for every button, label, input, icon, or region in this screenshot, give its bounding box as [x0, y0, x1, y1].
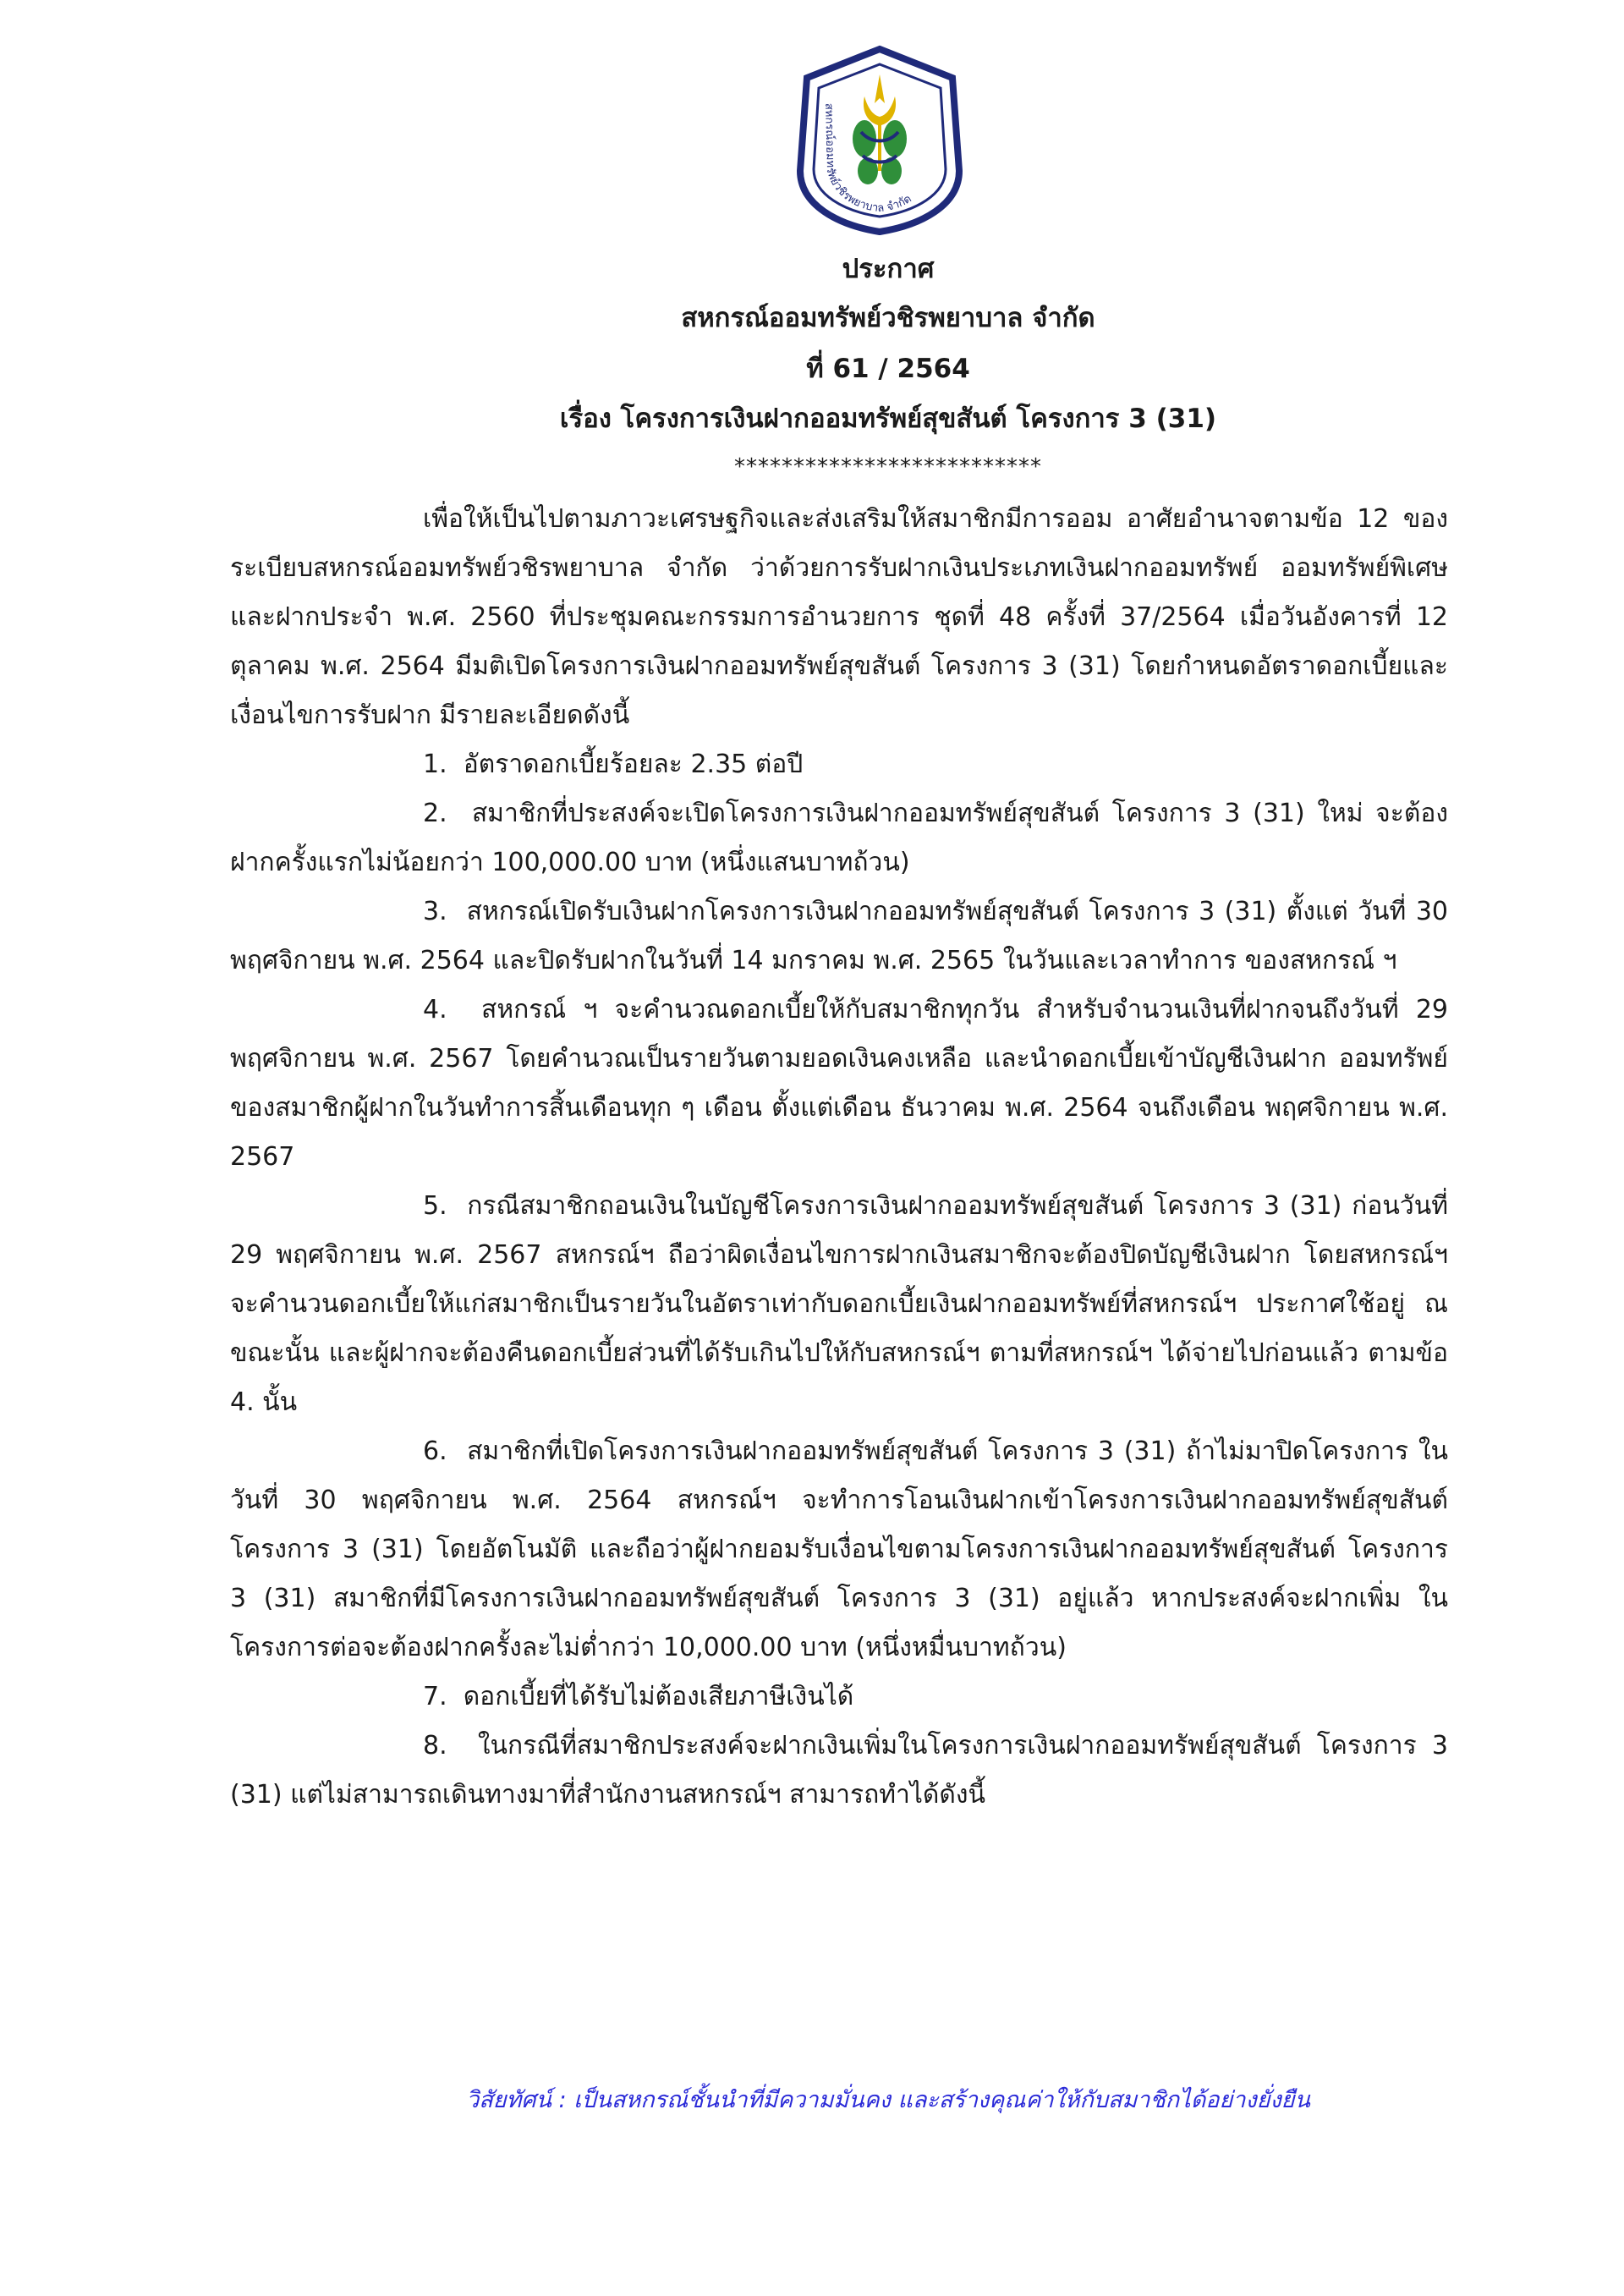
list-item: 1. อัตราดอกเบี้ยร้อยละ 2.35 ต่อปี	[423, 750, 804, 779]
list-item: 7. ดอกเบี้ยที่ได้รับไม่ต้องเสียภาษีเงินได้	[423, 1682, 854, 1711]
announcement-subject: เรื่อง โครงการเงินฝากออมทรัพย์สุขสันต์ โครงการ 3 (31)	[559, 404, 1217, 434]
logo-ring-text: สหกรณ์ออมทรัพย์วชิรพยาบาล จำกัด	[822, 102, 914, 216]
list-item: 3. สหกรณ์เปิดรับเงินฝากโครงการเงินฝากออมทรัพย์สุขสันต์ โครงการ 3 (31) ตั้งแต่ วันที่ 30 พฤศจิกายน พ.ศ. 2564 และปิดรับฝากในวันที่ 14 มกราคม พ.ศ. 2565 ในวันและเวลาทำการ ของสหกรณ์ ฯ	[230, 897, 1448, 975]
list-item: 4. สหกรณ์ ฯ จะคำนวณดอกเบี้ยให้กับสมาชิกทุกวัน สำหรับจำนวนเงินที่ฝากจนถึงวันที่ 29 พฤศจิกายน พ.ศ. 2567 โดยคำนวณเป็นรายวันตามยอดเงินคงเหลือ และนำดอกเบี้ยเข้าบัญชีเงินฝาก ออมทรัพย์ของสมาชิกผู้ฝากในวันทำการสิ้นเดือนทุก ๆ เดือน ตั้งแต่เดือน ธันวาคม พ.ศ. 2564 จนถึงเดือน พฤศจิกายน พ.ศ. 2567	[230, 995, 1448, 1172]
announcement-body	[230, 495, 1448, 1820]
announcement-number: ที่ 61 / 2564	[806, 354, 970, 384]
list-item: 5. กรณีสมาชิกถอนเงินในบัญชีโครงการเงินฝากออมทรัพย์สุขสันต์ โครงการ 3 (31) ก่อนวันที่ 29 พฤศจิกายน พ.ศ. 2567 สหกรณ์ฯ ถือว่าผิดเงื่อนไขการฝากเงินสมาชิกจะต้องปิดบัญชีเงินฝาก โดยสหกรณ์ฯ จะคำนวนดอกเบี้ยให้แก่สมาชิกเป็นรายวันในอัตราเท่ากับดอกเบี้ยเงินฝากออมทรัพย์ที่สหกรณ์ฯ ประกาศใช้อยู่ ณ ขณะนั้น และผู้ฝากจะต้องคืนดอกเบี้ยส่วนที่ได้รับเกินไปให้กับสหกรณ์ฯ ตามที่สหกรณ์ฯ ได้จ่ายไปก่อนแล้ว ตามข้อ 4. นั้น	[230, 1191, 1448, 1417]
list-item: 8. ในกรณีที่สมาชิกประสงค์จะฝากเงินเพิ่มในโครงการเงินฝากออมทรัพย์สุขสันต์ โครงการ 3 (31) แต่ไม่สามารถเดินทางมาที่สำนักงานสหกรณ์ฯ สามารถทำได้ดังนี้	[230, 1731, 1448, 1810]
list-item: 2. สมาชิกที่ประสงค์จะเปิดโครงการเงินฝากออมทรัพย์สุขสันต์ โครงการ 3 (31) ใหม่ จะต้องฝากครั้งแรกไม่น้อยกว่า 100,000.00 บาท (หนึ่งแสนบาทถ้วน)	[230, 799, 1448, 877]
separator-line: **************************	[734, 454, 1042, 480]
cooperative-logo-icon	[787, 44, 973, 237]
organization-name: สหกรณ์ออมทรัพย์วชิรพยาบาล จำกัด	[681, 303, 1095, 333]
vision-statement: วิสัยทัศน์ : เป็นสหกรณ์ชั้นนำที่มีความมั่นคง และสร้างคุณค่าให้กับสมาชิกได้อย่างยั่งยืน	[466, 2087, 1310, 2113]
list-item: 6. สมาชิกที่เปิดโครงการเงินฝากออมทรัพย์สุขสันต์ โครงการ 3 (31) ถ้าไม่มาปิดโครงการ ในวันที่ 30 พฤศจิกายน พ.ศ. 2564 สหกรณ์ฯ จะทำการโอนเงินฝากเข้าโครงการเงินฝากออมทรัพย์สุขสันต์ โครงการ 3 (31) โดยอัตโนมัติ และถือว่าผู้ฝากยอมรับเงื่อนไขตามโครงการเงินฝากออมทรัพย์สุขสันต์ โครงการ 3 (31) สมาชิกที่มีโครงการเงินฝากออมทรัพย์สุขสันต์ โครงการ 3 (31) อยู่แล้ว หากประสงค์จะฝากเพิ่ม ในโครงการต่อจะต้องฝากครั้งละไม่ต่ำกว่า 10,000.00 บาท (หนึ่งหมื่นบาทถ้วน)	[230, 1436, 1449, 1662]
announcement-title: ประกาศ	[842, 254, 935, 284]
intro-paragraph: เพื่อให้เป็นไปตามภาวะเศรษฐกิจและส่งเสริมให้สมาชิกมีการออม อาศัยอำนาจตามข้อ 12 ของระเบียบสหกรณ์ออมทรัพย์วชิรพยาบาล จำกัด ว่าด้วยการรับฝากเงินประเภทเงินฝากออมทรัพย์ ออมทรัพย์พิเศษ และฝากประจำ พ.ศ. 2560 ที่ประชุมคณะกรรมการอำนวยการ ชุดที่ 48 ครั้งที่ 37/2564 เมื่อวันอังคารที่ 12 ตุลาคม พ.ศ. 2564 มีมติเปิดโครงการเงินฝากออมทรัพย์สุขสันต์ โครงการ 3 (31) โดยกำหนดอัตราดอกเบี้ยและเงื่อนไขการรับฝาก มีรายละเอียดดังนี้	[230, 504, 1448, 730]
